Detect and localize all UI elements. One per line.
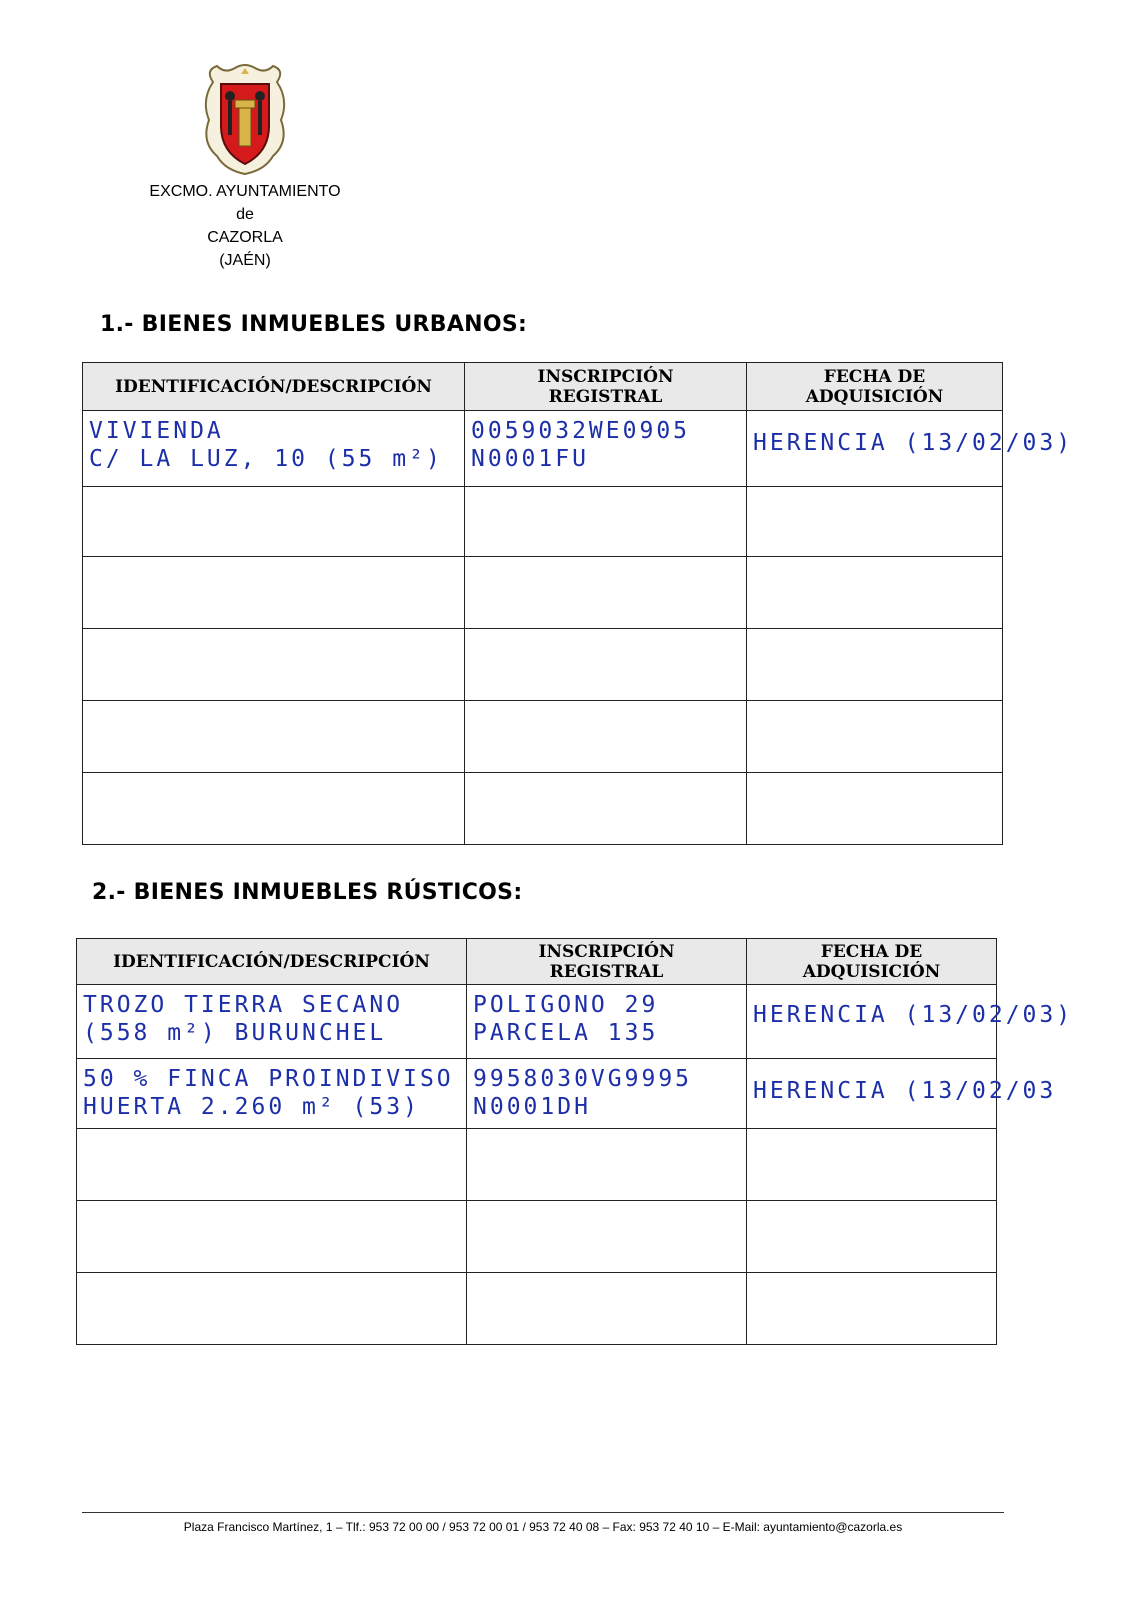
footer-contact: Plaza Francisco Martínez, 1 – Tlf.: 953 72 00 00 / 953 72 00 01 / 953 72 40 08 – Fax: 953 72 40 10 – E-Mail: ayuntamiento@cazorla.es bbox=[183, 1520, 903, 1534]
table-row bbox=[83, 701, 1003, 773]
section-title-rusticos: 2.- BIENES INMUEBLES RÚSTICOS: bbox=[92, 880, 523, 905]
col-header-identificacion: IDENTIFICACIÓN/DESCRIPCIÓN bbox=[83, 363, 465, 411]
table-row bbox=[83, 629, 1003, 701]
org-town: CAZORLA bbox=[207, 229, 283, 246]
cell-inscripcion: POLIGONO 29 PARCELA 135 bbox=[473, 992, 659, 1046]
table-header-row bbox=[83, 363, 1003, 411]
table-row bbox=[83, 773, 1003, 845]
table-row bbox=[77, 1201, 997, 1273]
footer-divider bbox=[82, 1512, 1004, 1513]
cell-identificacion: TROZO TIERRA SECANO (558 m²) BURUNCHEL bbox=[83, 992, 404, 1046]
table-row bbox=[77, 1273, 997, 1345]
table-row bbox=[83, 487, 1003, 557]
cell-identificacion: VIVIENDA C/ LA LUZ, 10 (55 m²) bbox=[89, 418, 443, 472]
org-province: (JAÉN) bbox=[219, 252, 271, 269]
col-header-inscripcion: INSCRIPCIÓN REGISTRAL bbox=[465, 363, 747, 411]
cell-fecha: HERENCIA (13/02/03) bbox=[753, 1002, 1074, 1028]
cell-inscripcion: 9958030VG9995 N0001DH bbox=[473, 1066, 693, 1120]
col-header-fecha: FECHA DE ADQUISICIÓN bbox=[747, 939, 997, 985]
table-row bbox=[77, 985, 997, 1059]
coat-of-arms-icon bbox=[195, 60, 295, 180]
col-header-inscripcion: INSCRIPCIÓN REGISTRAL bbox=[467, 939, 747, 985]
letterhead bbox=[140, 60, 350, 272]
cell-fecha: HERENCIA (13/02/03) bbox=[753, 430, 1074, 456]
org-connector: de bbox=[236, 206, 254, 223]
table-row bbox=[83, 411, 1003, 487]
table-urbanos bbox=[82, 362, 1074, 845]
col-header-fecha: FECHA DE ADQUISICIÓN bbox=[747, 363, 1003, 411]
table-rusticos bbox=[76, 938, 1074, 1345]
cell-inscripcion: 0059032WE0905 N0001FU bbox=[471, 418, 691, 472]
table-row bbox=[77, 1059, 997, 1129]
section-title-urbanos: 1.- BIENES INMUEBLES URBANOS: bbox=[100, 312, 528, 337]
table-header-row bbox=[77, 939, 997, 985]
table-row bbox=[83, 557, 1003, 629]
table-row bbox=[77, 1129, 997, 1201]
org-name: EXCMO. AYUNTAMIENTO bbox=[149, 183, 341, 200]
cell-identificacion: 50 % FINCA PROINDIVISO HUERTA 2.260 m² (53) bbox=[83, 1066, 454, 1120]
cell-fecha: HERENCIA (13/02/03 bbox=[753, 1078, 1057, 1104]
col-header-identificacion: IDENTIFICACIÓN/DESCRIPCIÓN bbox=[77, 939, 467, 985]
